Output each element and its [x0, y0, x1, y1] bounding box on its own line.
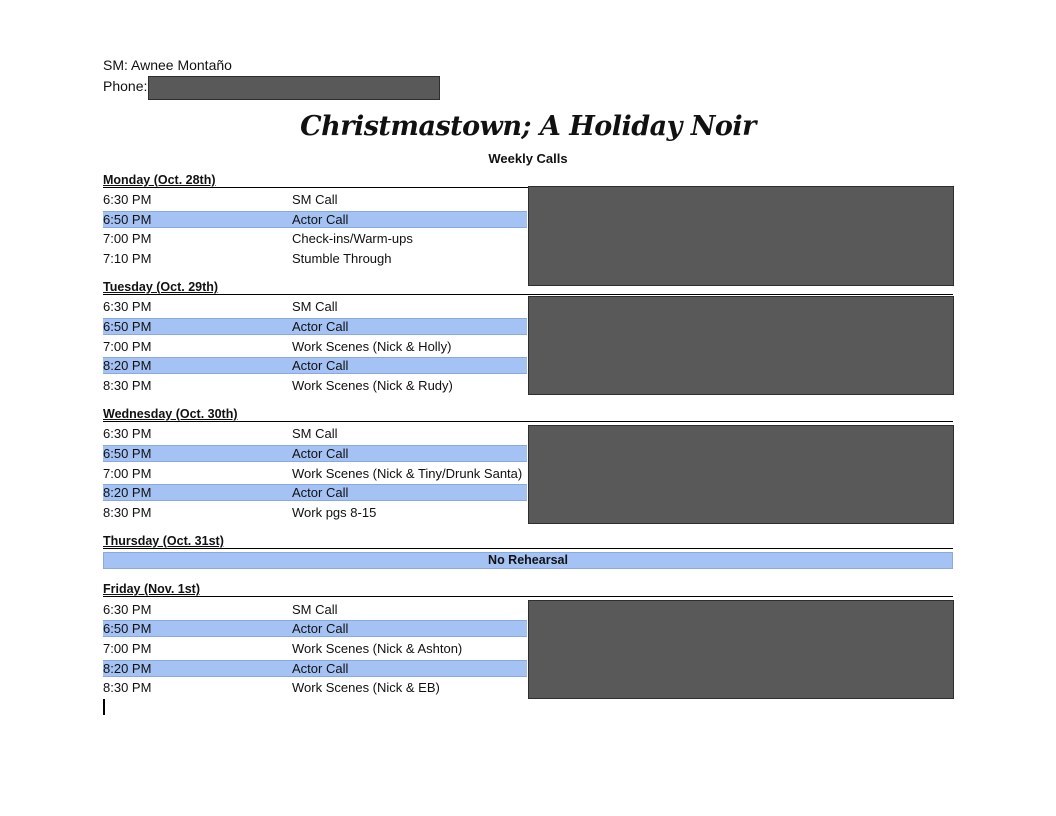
day-header-friday: Friday (Nov. 1st)	[103, 582, 953, 597]
row-event: Work Scenes (Nick & Ashton)	[292, 641, 463, 656]
row-event: Actor Call	[292, 319, 349, 334]
row-event: SM Call	[292, 299, 338, 314]
schedule-row	[103, 298, 527, 315]
row-event: Actor Call	[292, 661, 349, 676]
document-title: Christmastown; A Holiday Noir	[300, 111, 756, 142]
schedule-row	[103, 357, 527, 374]
row-time: 7:00 PM	[103, 466, 152, 481]
schedule-row	[103, 601, 527, 618]
row-event: SM Call	[292, 602, 338, 617]
row-time: 7:10 PM	[103, 251, 152, 266]
schedule-row	[103, 250, 527, 267]
schedule-row	[103, 191, 527, 208]
schedule-row	[103, 660, 527, 677]
row-time: 6:30 PM	[103, 192, 152, 207]
schedule-row	[103, 318, 527, 335]
row-event: Work pgs 8-15	[292, 505, 377, 520]
row-time: 6:50 PM	[103, 212, 152, 227]
row-time: 8:20 PM	[103, 358, 152, 373]
phone-redaction	[148, 76, 440, 100]
document-subtitle: Weekly Calls	[488, 151, 568, 166]
day-header-monday: Monday (Oct. 28th)	[103, 173, 953, 188]
row-time: 8:30 PM	[103, 680, 152, 695]
schedule-row	[103, 640, 527, 657]
sm-line: SM: Awnee Montaño	[103, 57, 232, 73]
row-event: Actor Call	[292, 485, 349, 500]
schedule-row	[103, 504, 527, 521]
row-time: 8:20 PM	[103, 485, 152, 500]
row-event: Actor Call	[292, 358, 349, 373]
schedule-row	[103, 679, 527, 696]
row-time: 7:00 PM	[103, 339, 152, 354]
row-time: 6:30 PM	[103, 299, 152, 314]
schedule-row	[103, 338, 527, 355]
row-time: 8:30 PM	[103, 505, 152, 520]
schedule-row	[103, 484, 527, 501]
row-time: 6:50 PM	[103, 446, 152, 461]
row-time: 7:00 PM	[103, 641, 152, 656]
row-time: 6:30 PM	[103, 426, 152, 441]
row-time: 8:30 PM	[103, 378, 152, 393]
day-header-thursday: Thursday (Oct. 31st)	[103, 534, 953, 549]
schedule-row	[103, 377, 527, 394]
day-header-tuesday: Tuesday (Oct. 29th)	[103, 280, 953, 295]
no-rehearsal-banner: No Rehearsal	[103, 552, 953, 569]
row-time: 7:00 PM	[103, 231, 152, 246]
text-cursor[interactable]	[103, 699, 105, 715]
schedule-row	[103, 620, 527, 637]
row-time: 6:50 PM	[103, 319, 152, 334]
row-time: 6:30 PM	[103, 602, 152, 617]
schedule-row	[103, 425, 527, 442]
row-event: Work Scenes (Nick & Holly)	[292, 339, 452, 354]
row-event: Actor Call	[292, 621, 349, 636]
row-event: Work Scenes (Nick & Tiny/Drunk Santa)	[292, 466, 523, 481]
row-event: Actor Call	[292, 446, 349, 461]
row-event: Check-ins/Warm-ups	[292, 231, 413, 246]
row-time: 8:20 PM	[103, 661, 152, 676]
phone-label: Phone:	[103, 78, 148, 94]
redaction-block-wednesday	[528, 425, 954, 524]
row-event: Stumble Through	[292, 251, 392, 266]
row-time: 6:50 PM	[103, 621, 152, 636]
schedule-row	[103, 445, 527, 462]
row-event: Work Scenes (Nick & Rudy)	[292, 378, 453, 393]
row-event: Actor Call	[292, 212, 349, 227]
day-header-wednesday: Wednesday (Oct. 30th)	[103, 407, 953, 422]
row-event: SM Call	[292, 192, 338, 207]
row-event: Work Scenes (Nick & EB)	[292, 680, 440, 695]
row-event: SM Call	[292, 426, 338, 441]
redaction-block-monday	[528, 186, 954, 286]
redaction-block-friday	[528, 600, 954, 699]
schedule-row	[103, 230, 527, 247]
schedule-row	[103, 465, 527, 482]
schedule-row	[103, 211, 527, 228]
redaction-block-tuesday	[528, 296, 954, 395]
